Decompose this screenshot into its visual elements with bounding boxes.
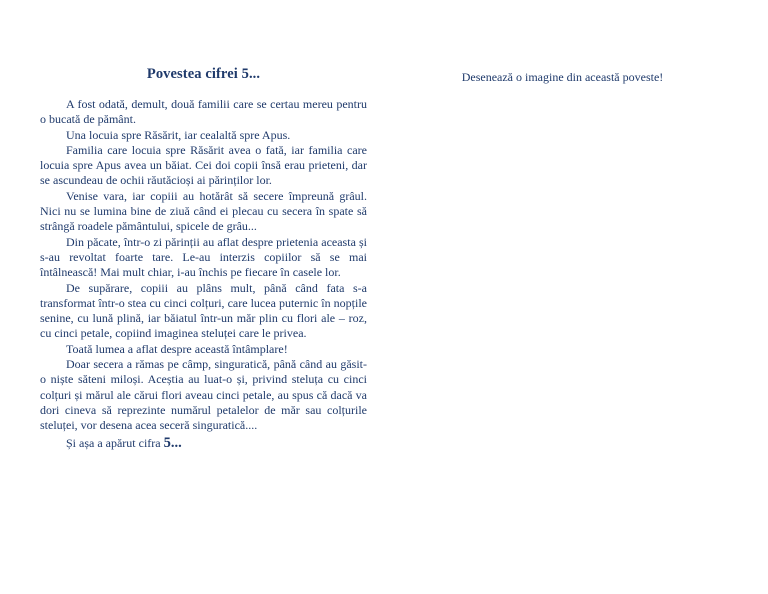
story-closing-line (40, 436, 367, 451)
story-paragraph: Familia care locuia spre Răsărit avea o fată, iar familia care locuia spre Apus avea un băiat. Cei doi copii însă erau prieteni, dar se ascundeau de ochii răutăcioși ai părinților lor. (40, 142, 367, 188)
story-paragraph: Din păcate, într-o zi părinții au aflat despre prietenia aceasta și s-au revoltat foarte tare. Le-au interzis copiilor să se mai întâlnească! Mai mult chiar, i-au închis pe fiecare în casele lor. (40, 234, 367, 280)
story-paragraph: Toată lumea a aflat despre această întâmplare! (66, 341, 288, 356)
story-paragraph: De supărare, copiii au plâns mult, până când fata s-a transformat într-o stea cu cinci colțuri, care lucea puternic în nopțile senine, cu lună plină, iar băiatul într-un măr plin cu flori ale – roz, cu cinci petale, copiind imaginea steluței care le privea. (40, 280, 367, 341)
story-closing-text: Și așa a apărut cifra (66, 435, 164, 450)
story-column (40, 66, 367, 451)
story-paragraph: Una locuia spre Răsărit, iar cealaltă spre Apus. (66, 127, 291, 142)
story-paragraph: A fost odată, demult, două familii care se certau mereu pentru o bucată de pământ. (40, 97, 367, 127)
story-title: Povestea cifrei 5... (146, 66, 261, 82)
story-closing-number: 5... (163, 434, 182, 451)
story-paragraph: Doar secera a rămas pe câmp, singuratică, până când au găsit-o niște săteni miloși. Aceștia au luat-o și, privind steluța cu cinci colțuri și mărul ale cărui flori aveau cinci petale, au spus că dacă va dori cineva să reprezinte numărul petalelor de măr sau colțurile steluței, vor desena acea seceră singuratică.... (40, 357, 367, 433)
story-paragraph: Venise vara, iar copiii au hotărât să secere împreună grâul. Nici nu se lumina bine de ziuă când ei plecau cu secera în spate să strângă roadele pământului, spicele de grâu... (40, 188, 367, 234)
drawing-instruction: Desenează o imagine din această poveste! (461, 70, 664, 84)
